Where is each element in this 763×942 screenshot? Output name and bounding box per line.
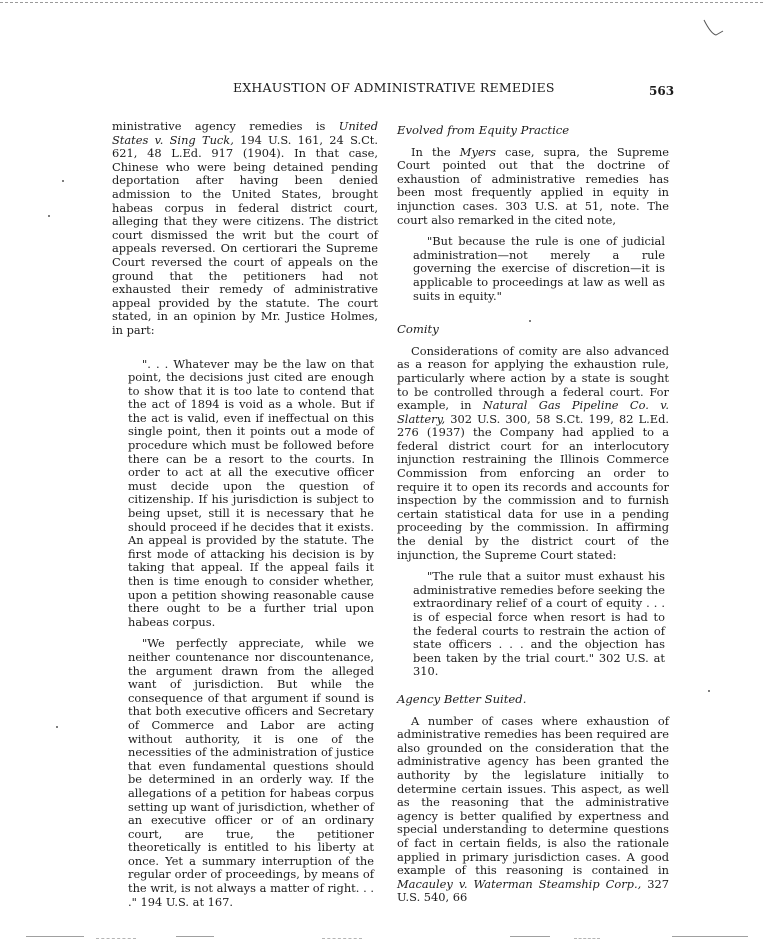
paragraph: ministrative agency remedies is United States v. Sing Tuck, 194 U.S. 161, 24 S.Ct. 621, 48 L.Ed. 917 (1904). In that case, Chinese who were being detained pending deportation after having been denied admission to the United States, brought habeas corpus in federal district court, alleging that they were citizens. The district court dismissed the writ but the court of appeals reversed. On certiorari the Supreme Court reversed the court of appeals on the ground that the petitioners had not exhausted their remedy of administrative appeal provided by the statute. The court stated, in an opinion by Mr. Justice Holmes, in part:: [112, 119, 379, 337]
scan-speck: [48, 215, 50, 217]
left-column: [112, 120, 378, 909]
scan-border-bottom: [672, 936, 748, 937]
block-quote: ". . . Whatever may be the law on that point, the decisions just cited are enough to show that it is too late to contend that the act of 1894 is void as a whole. But if the act is valid, even if ineffectual on this single point, then it points out a mode of procedure which must be followed before there can be a resort to the courts. In order to act at all the executive officer must decide upon the question of citizenship. If his jurisdiction is subject to being upset, still it is necessary that he should proceed if he decides that it exists. An appeal is provided by the statute. The first mode of attacking his decision is by taking that appeal. If the appeal fails it then is time enough to consider whether, upon a petition showing reasonable cause there ought to be a further trial upon habeas corpus.: [128, 356, 374, 629]
scan-speck: [708, 690, 710, 692]
scan-border-bottom: [510, 936, 550, 937]
paragraph: Considerations of comity are also advanced as a reason for applying the exhaustion rule, particularly where action by a state is sought to be controlled through a federal court. For example, in Natural Gas Pipeline Co. v. Slattery, 302 U.S. 300, 58 S.Ct. 199, 82 L.Ed. 276 (1937) the Company had applied to a federal district court for an interlocutory injunction restraining the Illinois Commerce Commission from enforcing an order to require it to open its records and accounts for inspection by the commission and to furnish certain statistical data for use in a pending proceeding by the commission. In affirming the denial by the district court of the injunction, the Supreme Court stated:: [397, 343, 669, 562]
right-column: [397, 124, 669, 905]
case-citation: Myers: [459, 144, 496, 159]
paragraph: In the Myers case, supra, the Supreme Court pointed out that the doctrine of exhaustion of administrative remedies has been most frequently applied in equity in injunction cases. 303 U.S. at 51, note. The court also remarked in the cited note,: [397, 144, 669, 227]
block-quote: "The rule that a suitor must exhaust his administrative remedies before seeking the extraordinary relief of a court of equity . . . is of especial force when resort is had to the federal courts to restrain the action of state officers . . . and the objection has been taken by the trial court." 302 U.S. at 310.: [413, 569, 665, 679]
scan-border-bottom: [176, 936, 214, 937]
block-quote: "But because the rule is one of judicial administration—not merely a rule governing the exercise of discretion—it is applicable to proceedings at law as well as suits in equity.": [413, 234, 665, 303]
case-citation: Macauley v. Waterman Steamship Corp.,: [397, 876, 642, 891]
case-citation: United States v. Sing Tuck,: [112, 119, 378, 147]
section-heading: Agency Better Suited.: [397, 691, 527, 706]
block-quote: "We perfectly appreciate, while we neither countenance nor discountenance, the argument drawn from the alleged want of jurisdiction. But while the consequence of that argument if sound is that both executive officers and Secretary of Commerce and Labor are acting without authority, it is one of the necessities of the administration of justice that even fundamental questions should be determined in an orderly way. If the allegations of a petition for habeas corpus setting up want of jurisdiction, whether of an executive officer or of an ordinary court, are true, the petitioner theoretically is entitled to his liberty at once. Yet a summary interruption of the regular order of proceedings, by means of the writ, is not always a matter of right. . . ." 194 U.S. at 167.: [128, 636, 374, 909]
pen-mark-icon: [702, 18, 724, 40]
top-scan-border: [0, 2, 763, 3]
scan-speck: [62, 180, 64, 182]
scan-border-bottom: [26, 936, 84, 937]
scan-border-bottom: [96, 938, 136, 939]
scan-speck: [56, 726, 58, 728]
page-number: 563: [649, 84, 675, 98]
section-heading: Evolved from Equity Practice: [397, 123, 570, 137]
running-head: EXHAUSTION OF ADMINISTRATIVE REMEDIES: [233, 80, 555, 95]
scan-border-bottom: [574, 938, 600, 939]
case-citation: Natural Gas Pipeline Co. v. Slattery,: [397, 398, 669, 426]
scan-border-bottom: [322, 938, 362, 939]
section-heading: Comity: [397, 322, 439, 337]
paragraph: A number of cases where exhaustion of administrative remedies has been required are also grounded on the consideration that the administrative agency has been granted the authority by the legislature initially to determine certain issues. This aspect, as well as the reasoning that the administrative agency is better qualified by expertness and special understanding to determine questions of fact in certain fields, is also the rationale applied in primary jurisdiction cases. A good example of this reasoning is contained in Macauley v. Waterman Steamship Corp., 327 U.S. 540, 66: [397, 713, 669, 905]
